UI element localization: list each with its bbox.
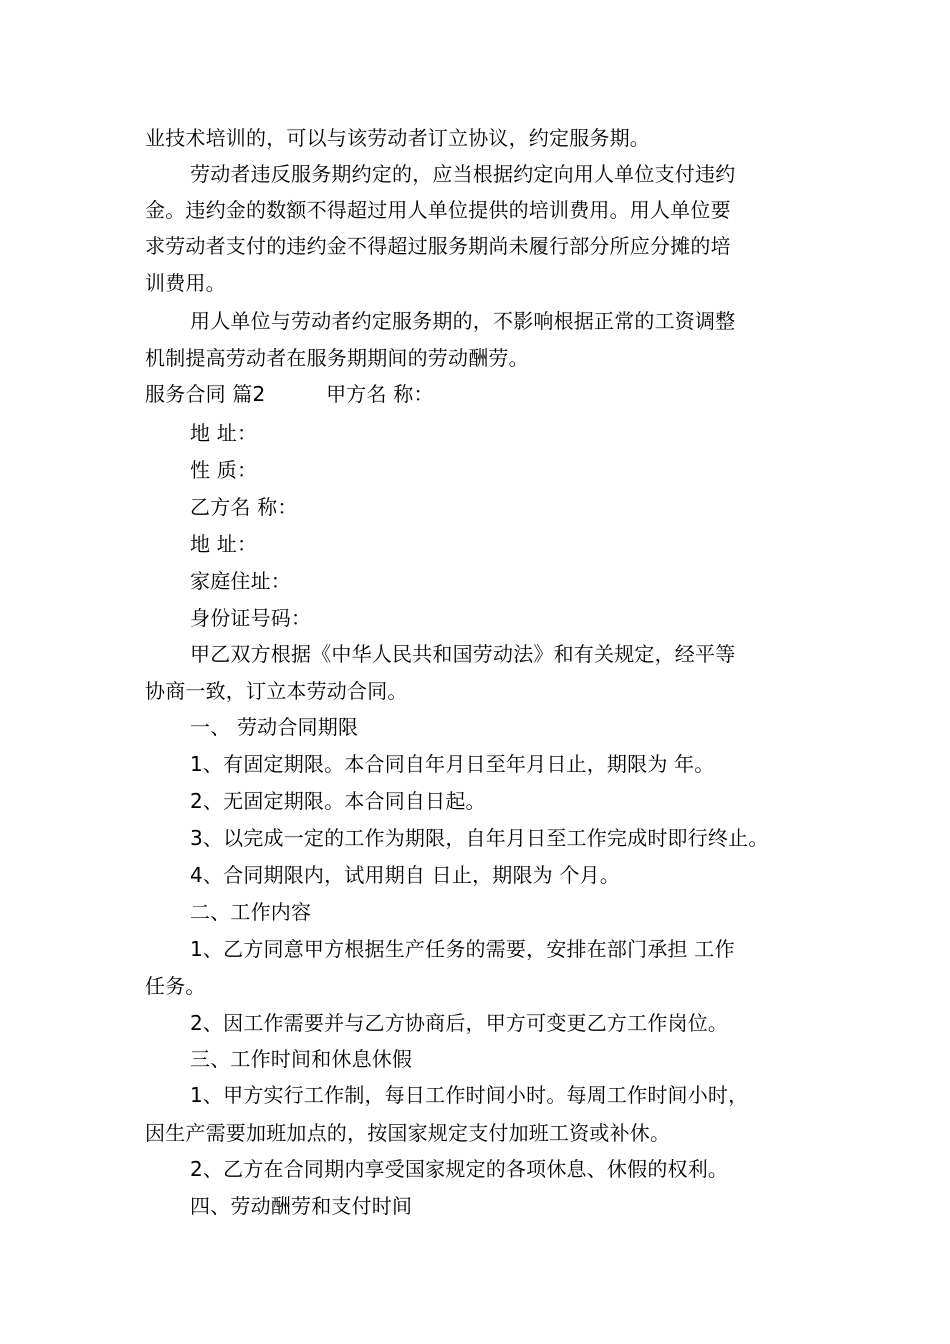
clause-item: 任务。 xyxy=(145,974,206,998)
clause-item: 1、乙方同意甲方根据生产任务的需要，安排在部门承担 工作 xyxy=(190,937,735,961)
paragraph-line: 劳动者违反服务期约定的，应当根据约定向用人单位支付违约 xyxy=(190,162,736,186)
section-heading: 服务合同 篇2 甲方名 称： xyxy=(145,382,434,406)
clause-heading: 二、工作内容 xyxy=(190,900,312,924)
paragraph-line: 金。违约金的数额不得超过用人单位提供的培训费用。用人单位要 xyxy=(145,198,731,222)
paragraph-line: 求劳动者支付的违约金不得超过服务期尚未履行部分所应分摊的培 xyxy=(145,234,731,258)
form-field-label: 家庭住址： xyxy=(190,569,291,593)
clause-item: 1、有固定期限。本合同自年月日至年月日止，期限为 年。 xyxy=(190,752,715,776)
form-field-label: 乙方名 称： xyxy=(190,495,298,519)
form-field-label: 地 址： xyxy=(190,421,258,445)
form-field-label: 身份证号码： xyxy=(190,606,312,630)
paragraph-line: 业技术培训的，可以与该劳动者订立协议，约定服务期。 xyxy=(145,126,650,150)
clause-heading: 四、劳动酬劳和支付时间 xyxy=(190,1194,413,1218)
clause-item: 1、甲方实行工作制，每日工作时间小时。每周工作时间小时， xyxy=(190,1083,749,1107)
clause-item: 2、因工作需要并与乙方协商后，甲方可变更乙方工作岗位。 xyxy=(190,1011,729,1035)
clause-heading: 三、工作时间和休息休假 xyxy=(190,1047,413,1071)
clause-item: 2、乙方在合同期内享受国家规定的各项休息、休假的权利。 xyxy=(190,1157,729,1181)
paragraph-line: 甲乙双方根据《中华人民共和国劳动法》和有关规定，经平等 xyxy=(190,642,736,666)
clause-item: 3、以完成一定的工作为期限，自年月日至工作完成时即行终止。 xyxy=(190,826,769,850)
paragraph-line: 训费用。 xyxy=(145,271,226,295)
paragraph-line: 协商一致，订立本劳动合同。 xyxy=(145,679,408,703)
clause-item: 2、无固定期限。本合同自日起。 xyxy=(190,789,486,813)
clause-item: 因生产需要加班加点的，按国家规定支付加班工资或补休。 xyxy=(145,1121,671,1145)
form-field-label: 性 质： xyxy=(190,458,258,482)
form-field-label: 地 址： xyxy=(190,532,258,556)
paragraph-line: 机制提高劳动者在服务期期间的劳动酬劳。 xyxy=(145,346,529,370)
clause-item: 4、合同期限内，试用期自 日止，期限为 个月。 xyxy=(190,863,621,887)
clause-heading: 一、 劳动合同期限 xyxy=(190,715,359,739)
paragraph-line: 用人单位与劳动者约定服务期的，不影响根据正常的工资调整 xyxy=(190,309,736,333)
